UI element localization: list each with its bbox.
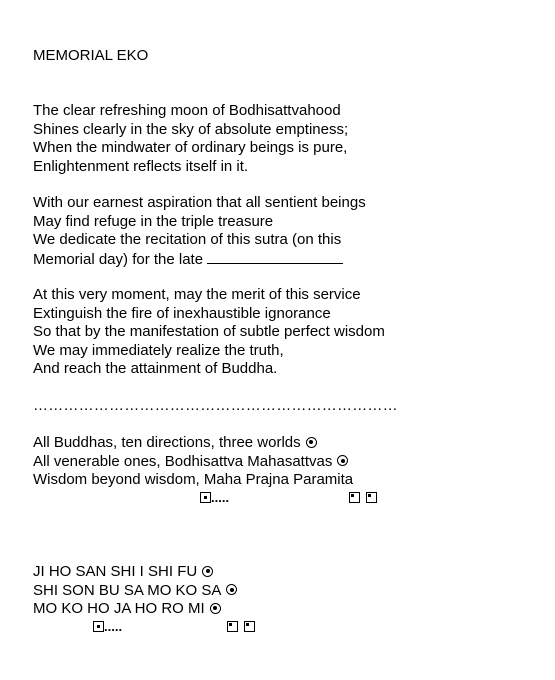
verse-line — [33, 563, 237, 582]
verse-line: The clear refreshing moon of Bodhisattvahood — [33, 102, 341, 119]
verse-line — [33, 453, 353, 472]
verse-text: JI HO SAN SHI I SHI FU — [33, 563, 198, 580]
bell-icon — [202, 566, 213, 577]
verse-line: Wisdom beyond wisdom, Maha Prajna Paramita — [33, 471, 354, 488]
mokugyo-icon — [349, 492, 360, 503]
verse-line — [33, 434, 353, 453]
verse-line: With our earnest aspiration that all sentient beings — [33, 194, 366, 211]
bell-icon — [210, 603, 221, 614]
page-title: MEMORIAL EKO — [33, 47, 149, 64]
roll-mark — [200, 490, 229, 506]
verse-line: Extinguish the fire of inexhaustible ignorance — [33, 304, 331, 322]
verse-line: So that by the manifestation of subtle perfect wisdom — [33, 323, 385, 340]
verse-text: MO KO HO JA HO RO MI — [33, 600, 205, 617]
mokugyo-icon — [244, 621, 255, 632]
verse-text: All Buddhas, ten directions, three worlds — [33, 434, 301, 451]
verse-text: SHI SON BU SA MO KO SA — [33, 581, 222, 599]
double-strike-mark — [227, 619, 255, 635]
bell-icon — [337, 455, 348, 466]
mokugyo-icon — [93, 621, 104, 632]
verse-text: All venerable ones, Bodhisattva Mahasattvas — [33, 452, 333, 470]
verse-line — [33, 582, 237, 601]
bell-icon — [306, 437, 317, 448]
roll-mark — [93, 619, 122, 635]
dotted-separator: ……………………………………………………………… — [33, 397, 398, 414]
mokugyo-icon — [227, 621, 238, 632]
mokugyo-icon — [200, 492, 211, 503]
verse-line: Enlightenment reflects itself in it. — [33, 157, 249, 175]
verse-line: We may immediately realize the truth, — [33, 341, 284, 359]
roll-dots: ..... — [104, 619, 123, 634]
verse-line-with-blank — [33, 250, 366, 269]
stanza-closing-japanese — [33, 563, 237, 619]
roll-dots: ..... — [211, 490, 230, 505]
verse-text: Memorial day) for the late — [33, 250, 204, 268]
verse-line: We dedicate the recitation of this sutra (on this — [33, 231, 342, 248]
stanza-moon — [33, 102, 348, 176]
verse-line: And reach the attainment of Buddha. — [33, 360, 278, 377]
verse-line: Shines clearly in the sky of absolute emptiness; — [33, 120, 349, 138]
verse-line: When the mindwater of ordinary beings is pure, — [33, 139, 348, 156]
verse-line: May find refuge in the triple treasure — [33, 212, 274, 230]
bell-icon — [226, 584, 237, 595]
stanza-merit — [33, 286, 385, 379]
stanza-closing-english — [33, 434, 353, 490]
verse-line: At this very moment, may the merit of this service — [33, 286, 361, 303]
name-blank-field — [207, 250, 343, 264]
mokugyo-icon — [366, 492, 377, 503]
verse-line — [33, 600, 237, 619]
double-strike-mark — [349, 490, 377, 506]
stanza-dedication — [33, 194, 366, 268]
